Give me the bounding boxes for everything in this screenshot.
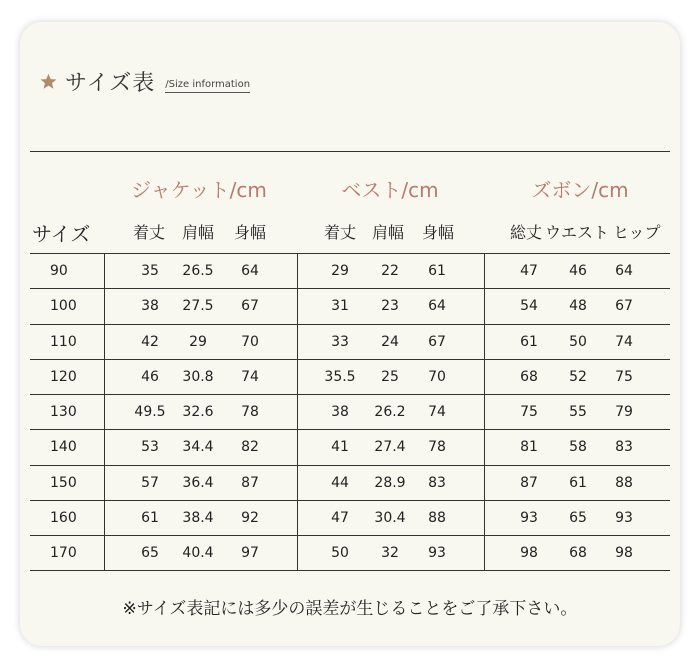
value-cell: 82 — [241, 439, 259, 456]
size-cell: 100 — [50, 298, 77, 315]
value-cell: 49.5 — [134, 404, 166, 421]
value-cell: 28.9 — [374, 474, 406, 491]
value-cell: 58 — [569, 439, 587, 456]
value-cell: 46 — [569, 263, 587, 279]
value-cell: 78 — [241, 404, 259, 421]
value-cell: 47 — [331, 510, 349, 527]
table-row — [30, 500, 670, 535]
vest-shoulder-header: 肩幅 — [372, 223, 405, 242]
value-cell: 68 — [569, 545, 587, 562]
value-cell: 50 — [331, 545, 349, 562]
chart-heading — [40, 66, 250, 97]
value-cell: 68 — [520, 368, 538, 385]
value-cell: 33 — [331, 333, 349, 350]
value-cell: 34.4 — [182, 439, 214, 456]
value-cell: 75 — [520, 404, 538, 421]
value-cell: 29 — [189, 333, 207, 350]
value-cell: 93 — [428, 545, 446, 562]
value-cell: 74 — [241, 368, 259, 385]
jacket-length-header: 着丈 — [133, 223, 166, 242]
value-cell: 97 — [241, 545, 259, 562]
table-row — [30, 253, 670, 288]
value-cell: 54 — [520, 298, 538, 315]
value-cell: 38 — [331, 404, 349, 421]
value-cell: 38.4 — [182, 510, 214, 527]
value-cell: 70 — [241, 333, 259, 350]
value-cell: 64 — [428, 298, 446, 315]
value-cell: 98 — [520, 545, 538, 562]
value-cell: 22 — [381, 263, 399, 279]
jacket-chest-header: 身幅 — [234, 223, 267, 242]
value-cell: 50 — [569, 333, 587, 350]
table-row — [30, 535, 670, 570]
size-cell: 90 — [50, 263, 68, 279]
jacket-shoulder-header: 肩幅 — [182, 223, 215, 242]
column-divider — [104, 253, 105, 571]
size-column-header: サイズ — [32, 222, 91, 246]
value-cell: 88 — [428, 510, 446, 527]
group-pants: ズボン/cm — [531, 178, 629, 202]
value-cell: 67 — [241, 298, 259, 315]
pants-hip-header: ヒップ — [613, 223, 661, 242]
column-divider — [484, 253, 485, 571]
value-cell: 98 — [615, 545, 633, 562]
value-cell: 35.5 — [324, 368, 356, 385]
value-cell: 67 — [428, 333, 446, 350]
value-cell: 30.4 — [374, 510, 406, 527]
star-icon — [40, 73, 57, 90]
table-row — [30, 465, 670, 500]
value-cell: 47 — [520, 263, 538, 279]
value-cell: 27.5 — [182, 298, 214, 315]
table-row — [30, 359, 670, 394]
value-cell: 23 — [381, 298, 399, 315]
value-cell: 26.2 — [374, 404, 406, 421]
value-cell: 83 — [615, 439, 633, 456]
value-cell: 65 — [569, 510, 587, 527]
value-cell: 87 — [520, 474, 538, 491]
size-table — [30, 253, 670, 571]
value-cell: 42 — [141, 333, 159, 350]
size-cell: 140 — [50, 439, 77, 456]
value-cell: 74 — [615, 333, 633, 350]
value-cell: 78 — [428, 439, 446, 456]
value-cell: 61 — [141, 510, 159, 527]
value-cell: 79 — [615, 404, 633, 421]
value-cell: 36.4 — [182, 474, 214, 491]
value-cell: 31 — [331, 298, 349, 315]
pants-length-header: 総丈 — [510, 223, 543, 242]
value-cell: 57 — [141, 474, 159, 491]
size-cell: 130 — [50, 404, 77, 421]
value-cell: 30.8 — [182, 368, 214, 385]
value-cell: 70 — [428, 368, 446, 385]
table-row — [30, 324, 670, 359]
value-cell: 26.5 — [182, 263, 214, 279]
value-cell: 75 — [615, 368, 633, 385]
value-cell: 44 — [331, 474, 349, 491]
page-title: サイズ表 — [65, 71, 156, 96]
value-cell: 64 — [615, 263, 633, 279]
group-vest: ベスト/cm — [341, 178, 439, 202]
value-cell: 83 — [428, 474, 446, 491]
value-cell: 88 — [615, 474, 633, 491]
value-cell: 29 — [331, 263, 349, 279]
vest-chest-header: 身幅 — [422, 223, 455, 242]
value-cell: 61 — [520, 333, 538, 350]
disclaimer-note: ※サイズ表記には多少の誤差が生じることをご了承下さい。 — [122, 599, 578, 619]
value-cell: 35 — [141, 263, 159, 279]
value-cell: 67 — [615, 298, 633, 315]
value-cell: 61 — [569, 474, 587, 491]
value-cell: 40.4 — [182, 545, 214, 562]
value-cell: 87 — [241, 474, 259, 491]
table-row — [30, 429, 670, 464]
column-divider — [297, 253, 298, 571]
group-jacket: ジャケット/cm — [131, 178, 267, 202]
size-chart-card — [20, 22, 680, 646]
value-cell: 41 — [331, 439, 349, 456]
value-cell: 53 — [141, 439, 159, 456]
value-cell: 46 — [141, 368, 159, 385]
value-cell: 27.4 — [374, 439, 406, 456]
table-row — [30, 288, 670, 323]
value-cell: 93 — [615, 510, 633, 527]
value-cell: 64 — [241, 263, 259, 279]
value-cell: 24 — [381, 333, 399, 350]
value-cell: 65 — [141, 545, 159, 562]
value-cell: 93 — [520, 510, 538, 527]
value-cell: 81 — [520, 439, 538, 456]
size-cell: 150 — [50, 474, 77, 491]
size-cell: 160 — [50, 510, 77, 527]
pants-waist-header: ウエスト — [545, 223, 610, 242]
table-row — [30, 394, 670, 429]
size-cell: 110 — [50, 333, 77, 350]
value-cell: 32.6 — [182, 404, 214, 421]
size-cell: 120 — [50, 368, 77, 385]
page-subtitle: /Size information — [165, 79, 250, 93]
value-cell: 74 — [428, 404, 446, 421]
vest-length-header: 着丈 — [324, 223, 357, 242]
value-cell: 25 — [381, 368, 399, 385]
size-cell: 170 — [50, 545, 77, 562]
top-divider — [30, 151, 670, 152]
value-cell: 32 — [381, 545, 399, 562]
value-cell: 52 — [569, 368, 587, 385]
value-cell: 92 — [241, 510, 259, 527]
value-cell: 55 — [569, 404, 587, 421]
value-cell: 48 — [569, 298, 587, 315]
value-cell: 38 — [141, 298, 159, 315]
value-cell: 61 — [428, 263, 446, 279]
